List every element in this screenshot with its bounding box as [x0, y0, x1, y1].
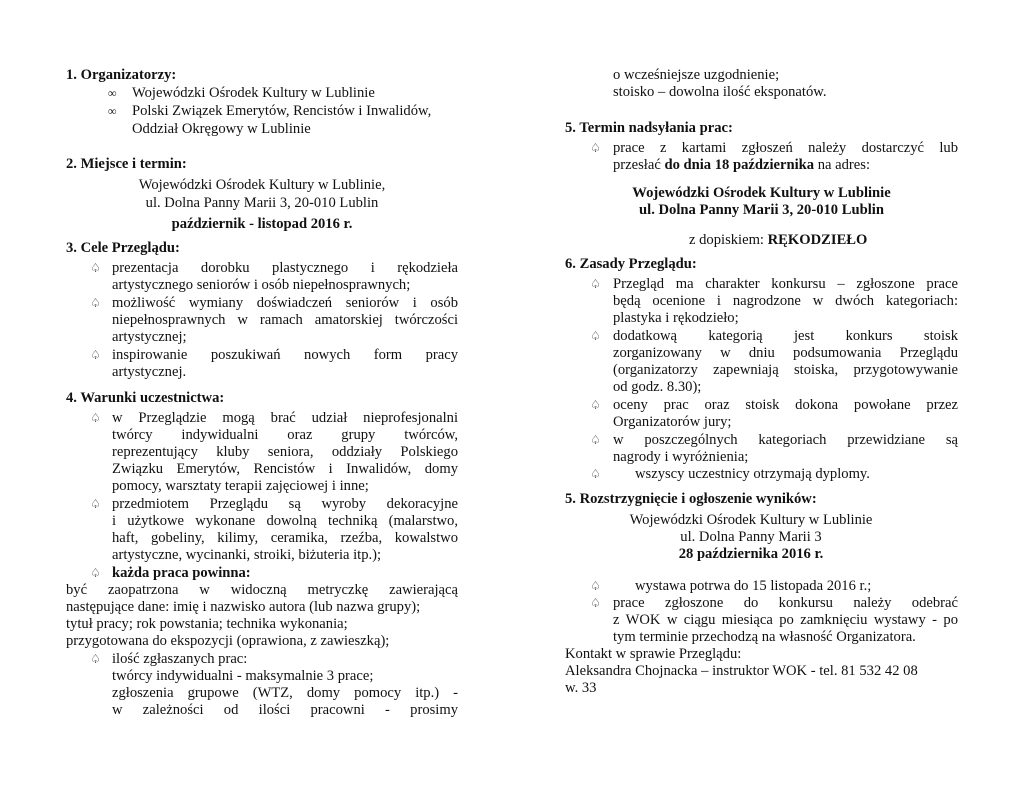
organizers-heading: 1. Organizatorzy: — [66, 67, 177, 83]
bullet-icon: ♤ — [590, 433, 601, 447]
rule-2-line-2: zorganizowany w dniu podsumowania Przeglądu — [613, 345, 958, 361]
rule-4-line-2: nagrody i wyróżnienia; — [613, 449, 749, 465]
contact-line-2: Aleksandra Chojnacka – instruktor WOK - tel. 81 532 42 08 — [565, 663, 918, 679]
deadline-post: na adres: — [814, 157, 870, 173]
goal-1-line-1: prezentacja dorobku plastycznego i rękodzieła — [112, 260, 458, 276]
goal-2-line-3: artystycznej; — [112, 329, 187, 345]
cond-2-line-3: haft, gobeliny, kilimy, ceramika, rzeźba, kowalstwo — [112, 530, 458, 546]
results-b2-line-1: prace zgłoszone do konkursu należy odebrać — [613, 595, 958, 611]
deadline-line-2 — [613, 157, 870, 174]
bullet-icon: ♤ — [590, 579, 601, 593]
address-line-1: Wojewódzki Ośrodek Kultury w Lublinie — [632, 185, 891, 201]
results-b2-line-3: tym terminie przechodzą na własność Organizatora. — [613, 629, 916, 645]
bullet-icon: ♤ — [90, 261, 101, 275]
rule-2-line-3: (organizatorzy zapewniają stoiska, przygotowywanie — [613, 362, 958, 378]
bullet-icon: ♤ — [590, 329, 601, 343]
cond-3-line-1: każda praca powinna: — [112, 565, 251, 581]
note-pre: z dopiskiem: — [689, 232, 768, 248]
organizer-2-cont: Oddział Okręgowy w Lublinie — [132, 121, 311, 137]
cond-2-line-1: przedmiotem Przeglądu są wyroby dekoracyjne — [112, 496, 458, 512]
cond-4-line-1: ilość zgłaszanych prac: — [112, 651, 248, 667]
bullet-icon: ♤ — [590, 398, 601, 412]
cond-1-line-1: w Przeglądzie mogą brać udział nieprofesjonalni — [112, 410, 458, 426]
cond-4-line-2: twórcy indywidualni - maksymalnie 3 prace; — [112, 668, 374, 684]
bullet-icon: ♤ — [90, 652, 101, 666]
deadline-heading: 5. Termin nadsyłania prac: — [565, 120, 733, 136]
cond-1-line-5: pomocy, warsztaty terapii zajęciowej i inne; — [112, 478, 369, 494]
cond-4-line-4: w zależności od ilości pracowni - prosimy — [112, 702, 458, 718]
results-b2-line-2: z WOK w ciągu miesiąca po zamknięciu wystawy - po — [613, 612, 958, 628]
cond-1-line-2: twórcy indywidualni oraz grupy twórców, — [112, 427, 458, 443]
bullet-icon: ♤ — [90, 411, 101, 425]
cond-para-line-2: następujące dane: imię i nazwisko autora (lub nazwa grupy); — [66, 599, 421, 615]
bullet-icon: ♤ — [90, 497, 101, 511]
goal-3-line-1: inspirowanie poszukiwań nowych form pracy — [112, 347, 458, 363]
cond-4-line-3: zgłoszenia grupowe (WTZ, domy pomocy itp.) - — [112, 685, 458, 701]
contact-line-1: Kontakt w sprawie Przeglądu: — [565, 646, 742, 662]
results-center-2: ul. Dolna Panny Marii 3 — [680, 529, 822, 545]
rule-4-line-1: w poszczególnych kategoriach przewidziane są — [613, 432, 958, 448]
goal-2-line-1: możliwość wymiany doświadczeń seniorów i osób — [112, 295, 458, 311]
infinity-bullet: ∞ — [108, 86, 117, 100]
cond-para-line-1: być zaopatrzona w widoczną metryczkę zawierającą — [66, 582, 458, 598]
cond-para-line-3: tytuł pracy; rok powstania; technika wykonania; — [66, 616, 348, 632]
infinity-bullet: ∞ — [108, 104, 117, 118]
organizer-1: Wojewódzki Ośrodek Kultury w Lublinie — [132, 85, 375, 101]
results-b1: wystawa potrwa do 15 listopada 2016 r.; — [635, 578, 872, 594]
place-line-2: ul. Dolna Panny Marii 3, 20-010 Lublin — [145, 195, 379, 211]
place-heading: 2. Miejsce i termin: — [66, 156, 187, 172]
goals-heading: 3. Cele Przeglądu: — [66, 240, 180, 256]
deadline-pre: przesłać — [613, 157, 665, 173]
rule-1-line-1: Przegląd ma charakter konkursu – zgłoszone prace — [613, 276, 958, 292]
organizer-2: Polski Związek Emerytów, Rencistów i Inwalidów, — [132, 103, 432, 119]
note-bold: RĘKODZIEŁO — [767, 232, 868, 248]
bullet-icon: ♤ — [590, 467, 601, 481]
cond-para-line-4: przygotowana do ekspozycji (oprawiona, z zawieszką); — [66, 633, 390, 649]
rule-1-line-3: plastyka i rękodzieło; — [613, 310, 739, 326]
cont-line-1: o wcześniejsze uzgodnienie; — [613, 67, 780, 83]
bullet-icon: ♤ — [590, 277, 601, 291]
rule-3-line-1: oceny prac oraz stoisk dokona powołane przez — [613, 397, 958, 413]
bullet-icon: ♤ — [90, 566, 101, 580]
cont-line-2: stoisko – dowolna ilość eksponatów. — [613, 84, 827, 100]
rules-heading: 6. Zasady Przeglądu: — [565, 256, 697, 272]
cond-2-line-4: artystyczne, wycinanki, stroiki, biżuteria itp.); — [112, 547, 382, 563]
results-center-1: Wojewódzki Ośrodek Kultury w Lublinie — [629, 512, 873, 528]
goal-2-line-2: niepełnosprawnych w ramach amatorskiej twórczości — [112, 312, 458, 328]
deadline-date: do dnia 18 października — [664, 157, 815, 173]
bullet-icon: ♤ — [590, 141, 601, 155]
bullet-icon: ♤ — [90, 296, 101, 310]
contact-line-3: w. 33 — [565, 680, 597, 696]
rule-5-line-1: wszyscy uczestnicy otrzymają dyplomy. — [635, 466, 870, 482]
results-heading: 5. Rozstrzygnięcie i ogłoszenie wyników: — [565, 491, 817, 507]
rule-2-line-1: dodatkową kategorią jest konkurs stoisk — [613, 328, 958, 344]
address-line-2: ul. Dolna Panny Marii 3, 20-010 Lublin — [639, 202, 884, 218]
rule-2-line-4: od godz. 8.30); — [613, 379, 702, 395]
goal-1-line-2: artystycznego seniorów i osób niepełnosprawnych; — [112, 277, 411, 293]
deadline-line-1: prace z kartami zgłoszeń należy dostarczyć lub — [613, 140, 958, 156]
bullet-icon: ♤ — [590, 596, 601, 610]
rule-1-line-2: będą ocenione i nagrodzone w dwóch kategoriach: — [613, 293, 958, 309]
place-line-1: Wojewódzki Ośrodek Kultury w Lublinie, — [138, 177, 386, 193]
event-date: październik - listopad 2016 r. — [171, 216, 353, 232]
cond-2-line-2: i użytkowe wykonane dowolną techniką (malarstwo, — [112, 513, 458, 529]
cond-1-line-3: reprezentujący kluby seniora, oddziały Polskiego — [112, 444, 458, 460]
conditions-heading: 4. Warunki uczestnictwa: — [66, 390, 225, 406]
bullet-icon: ♤ — [90, 348, 101, 362]
address-note — [689, 232, 867, 249]
rule-3-line-2: Organizatorów jury; — [613, 414, 732, 430]
cond-1-line-4: Związku Emerytów, Rencistów i Inwalidów, domy — [112, 461, 458, 477]
goal-3-line-2: artystycznej. — [112, 364, 187, 380]
results-date: 28 października 2016 r. — [678, 546, 824, 562]
